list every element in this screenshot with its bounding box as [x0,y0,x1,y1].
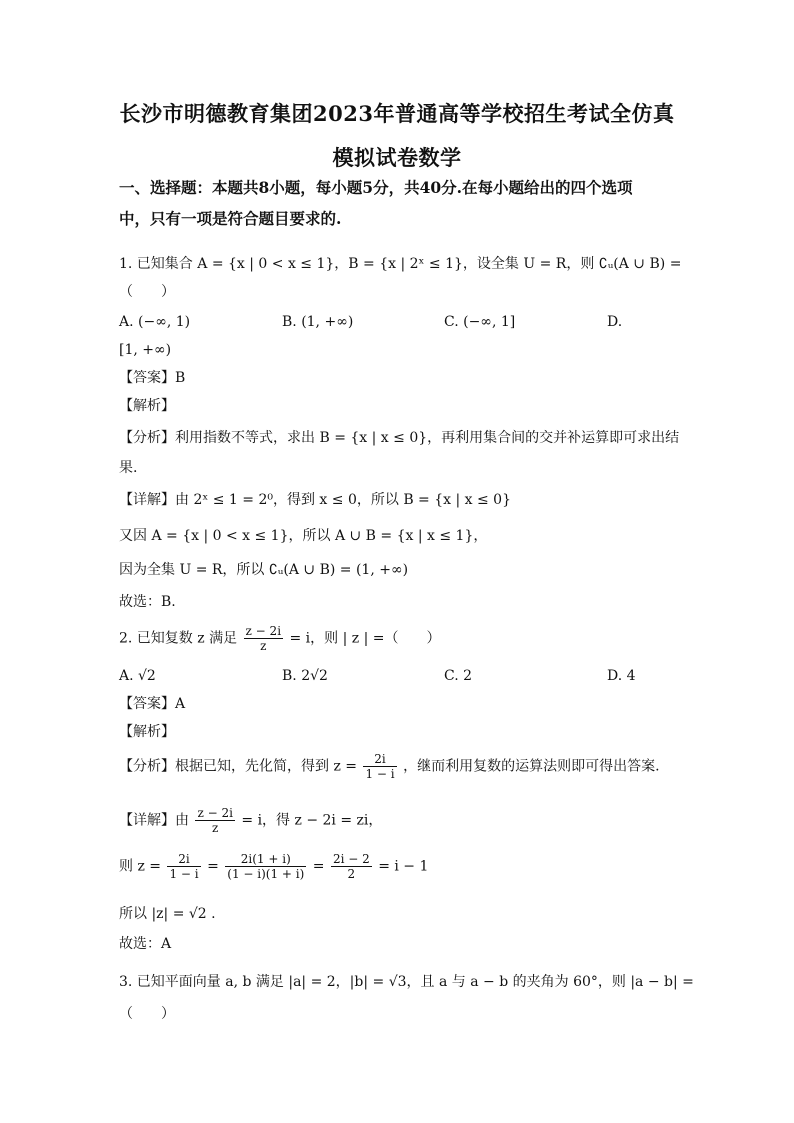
fraction-denominator: z [260,639,267,653]
fraction-numerator: 2i(1 + i) [225,852,306,867]
fraction-numerator: z − 2i [245,624,282,638]
q1-fenxi-line1: 【分析】利用指数不等式，求出 B = {x | x ≤ 0}，再利用集合间的交并补运算即可求出结 [119,430,680,446]
q2-fenxi [119,752,660,781]
fraction-denominator: 1 − i [365,767,395,781]
q2-calculation [119,852,428,881]
q1-option-d-value: [1, +∞) [119,342,172,358]
q2-calc-fraction-3 [331,852,372,881]
q2-calc-pre: 则 z = [119,858,162,875]
q1-detail-line2: 又因 A = {x | 0 < x ≤ 1}，所以 A ∪ B = {x | x ≤ 1}， [119,528,488,544]
q2-analysis-label: 【解析】 [119,724,175,740]
q2-stem-post: = i，则 | z | =（ ） [289,630,441,647]
q2-stem-pre: 2. 已知复数 z 满足 [119,630,238,647]
q1-analysis-label: 【解析】 [119,398,175,414]
q2-choose: 故选：A [119,936,172,952]
fraction-numerator: 2i [363,752,396,767]
exam-title-line1: 长沙市明德教育集团2023年普通高等学校招生考试全仿真 [119,101,675,126]
equals-sign: = [312,858,325,875]
fraction-denominator: z [212,821,219,835]
q2-detail [119,806,382,835]
q2-detail-fraction [195,806,234,835]
q2-calc-post: = i − 1 [378,858,429,875]
q2-stem-fraction [244,624,283,653]
equals-sign: = [207,858,219,875]
q2-option-c: C. 2 [444,668,473,684]
q2-option-d: D. 4 [607,668,636,684]
q2-fenxi-pre: 【分析】根据已知，先化简，得到 z = [119,758,358,775]
q1-paren: （ ） [119,284,175,300]
q2-calc-fraction-2 [225,852,306,881]
q2-fenxi-fraction [363,752,396,781]
q2-stem [119,624,440,653]
q1-option-d: D. [607,314,623,330]
q2-option-a: A. √2 [119,668,156,684]
q2-detail-pre: 【详解】由 [119,812,189,829]
fraction-denominator: (1 − i)(1 + i) [227,867,305,881]
fraction-numerator: 2i − 2 [332,852,370,866]
q2-option-b: B. 2√2 [282,668,328,684]
fraction-denominator: 2 [347,867,356,881]
q3-paren: （ ） [119,1006,175,1022]
q1-detail-line3: 因为全集 U = R，所以 ∁ᵤ(A ∪ B) = (1, +∞) [119,562,409,578]
q1-option-c: C. (−∞, 1] [444,314,516,330]
section-heading-line1: 一、选择题：本题共8小题，每小题5分，共40分.在每小题给出的四个选项 [119,178,633,197]
fraction-numerator: z − 2i [197,806,233,820]
q2-detail-post: = i，得 z − 2i = zi， [241,812,383,829]
fraction-denominator: 1 − i [169,867,199,881]
q2-fenxi-post: ，继而利用复数的运算法则即可得出答案. [403,758,660,775]
q2-answer: 【答案】A [119,696,186,712]
q1-choose: 故选：B. [119,594,176,610]
q1-fenxi-line2: 果. [119,460,138,476]
q1-detail-line1: 【详解】由 2ˣ ≤ 1 = 2⁰，得到 x ≤ 0，所以 B = {x | x ≤ 0} [119,492,511,508]
q1-option-b: B. (1, +∞) [282,314,354,330]
q1-option-a: A. (−∞, 1) [119,314,191,330]
exam-title-line2: 模拟试卷数学 [332,145,462,170]
q1-answer: 【答案】B [119,370,186,386]
fraction-numerator: 2i [167,852,200,867]
q1-stem: 1. 已知集合 A = {x | 0 < x ≤ 1}，B = {x | 2ˣ ≤ 1}，设全集 U = R，则 ∁ᵤ(A ∪ B) = [119,256,682,272]
q2-abs-result: 所以 |z| = √2 . [119,906,216,922]
section-heading-line2: 中，只有一项是符合题目要求的. [119,209,342,228]
q3-stem: 3. 已知平面向量 a, b 满足 |a| = 2，|b| = √3，且 a 与 a − b 的夹角为 60°，则 |a − b| = [119,974,694,990]
q2-calc-fraction-1 [167,852,200,881]
